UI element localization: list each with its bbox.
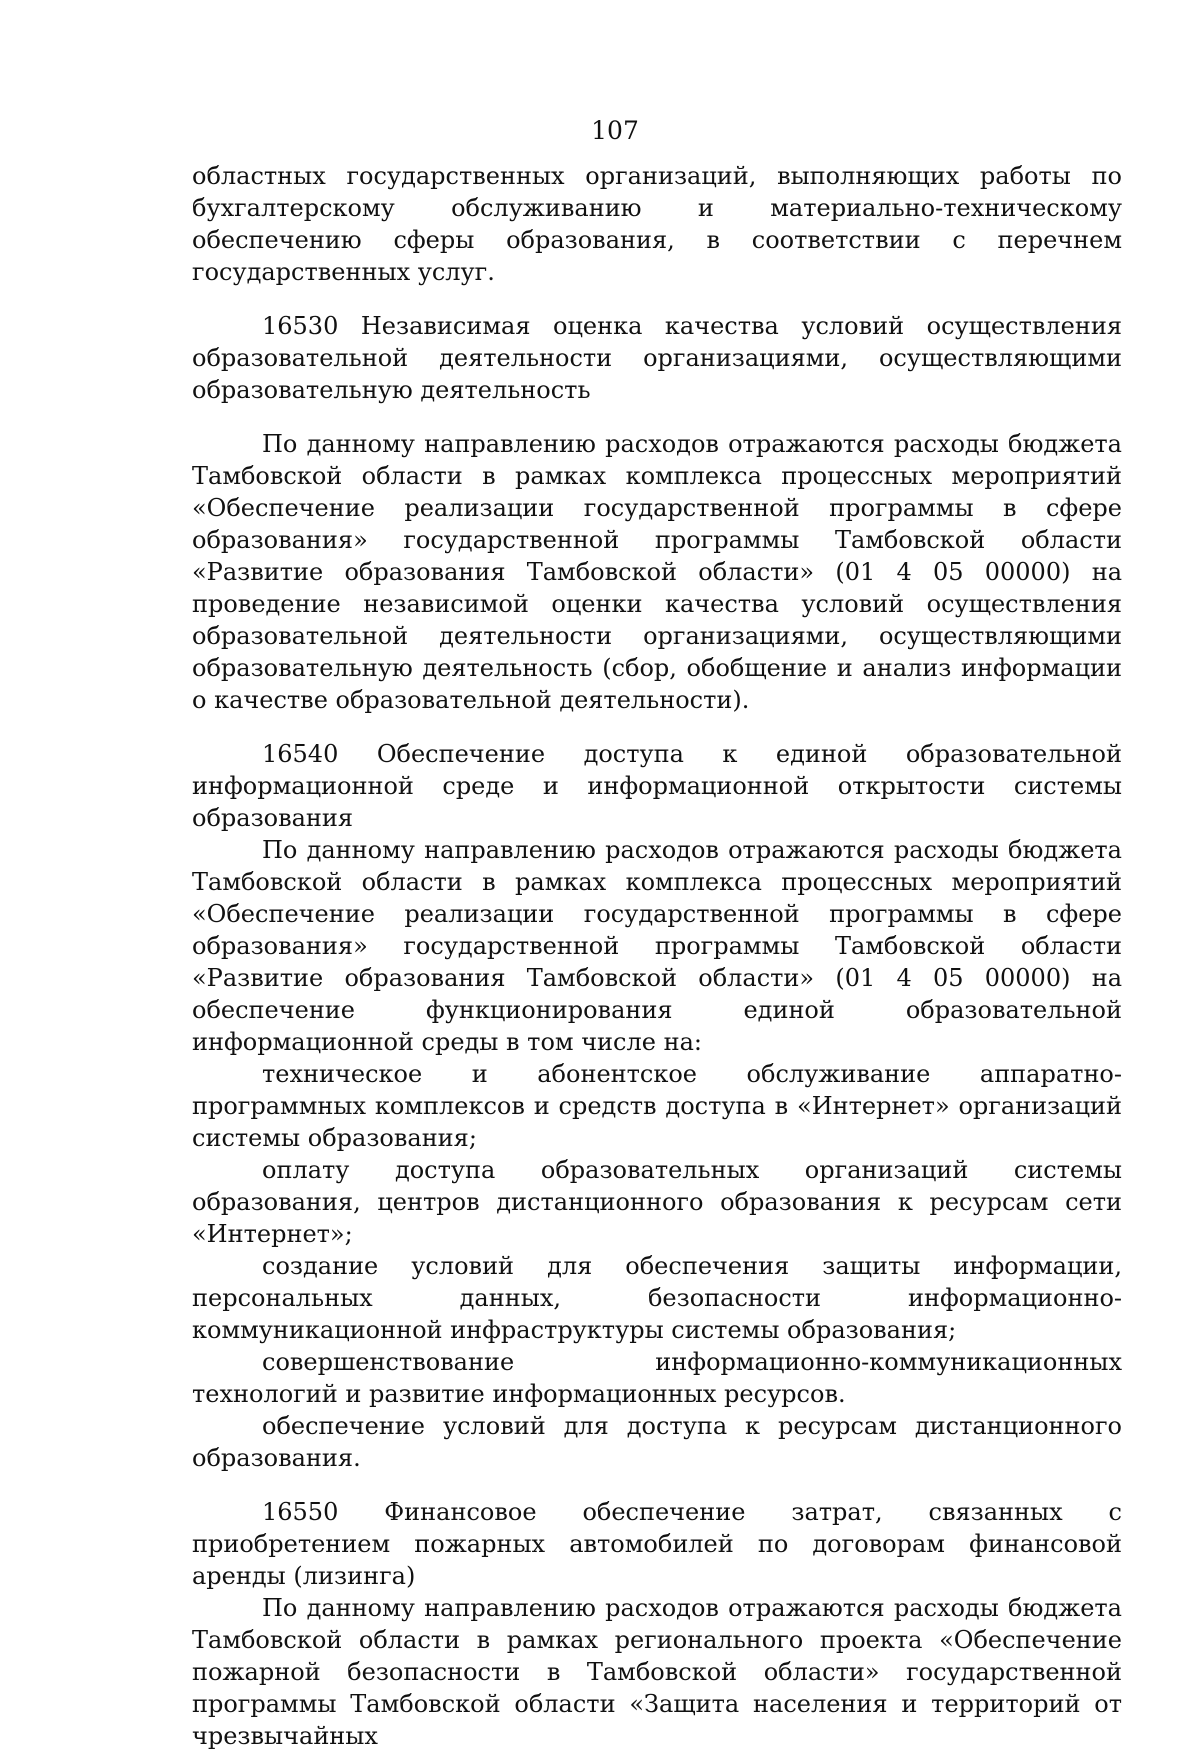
paragraph: создание условий для обеспечения защиты информации, персональных данных, безопасности информационно-коммуникационной инфраструктуры системы образования; bbox=[192, 1252, 1122, 1344]
paragraph: техническое и абонентское обслуживание аппаратно-программных комплексов и средств доступа в «Интернет» организаций системы образования; bbox=[192, 1060, 1122, 1152]
paragraph-spacer bbox=[192, 406, 1122, 428]
paragraph: 16530 Независимая оценка качества условий осуществления образовательной деятельности организациями, осуществляющими образовательную деятельность bbox=[192, 312, 1122, 404]
paragraph: оплату доступа образовательных организаций системы образования, центров дистанционного образования к ресурсам сети «Интернет»; bbox=[192, 1156, 1122, 1248]
paragraph: обеспечение условий для доступа к ресурсам дистанционного образования. bbox=[192, 1412, 1122, 1472]
paragraph: По данному направлению расходов отражаются расходы бюджета Тамбовской области в рамках комплекса процессных мероприятий «Обеспечение реализации государственной программы в сфере образования» государственной программы Тамбовской области «Развитие образования Тамбовской области» (01 4 05 00000) на проведение независимой оценки качества условий осуществления образовательной деятельности организациями, осуществляющими образовательную деятельность (сбор, обобщение и анализ информации о качестве образовательной деятельности). bbox=[192, 430, 1122, 714]
document-body bbox=[192, 160, 1122, 1752]
paragraph: совершенствование информационно-коммуникационных технологий и развитие информационных ресурсов. bbox=[192, 1348, 1122, 1408]
paragraph-spacer bbox=[192, 288, 1122, 310]
page-number: 107 bbox=[591, 116, 639, 145]
paragraph-spacer bbox=[192, 1474, 1122, 1496]
paragraph: областных государственных организаций, выполняющих работы по бухгалтерскому обслуживанию и материально-техническому обеспечению сферы образования, в соответствии с перечнем государственных услуг. bbox=[192, 162, 1122, 286]
paragraph: По данному направлению расходов отражаются расходы бюджета Тамбовской области в рамках комплекса процессных мероприятий «Обеспечение реализации государственной программы в сфере образования» государственной программы Тамбовской области «Развитие образования Тамбовской области» (01 4 05 00000) на обеспечение функционирования единой образовательной информационной среды в том числе на: bbox=[192, 836, 1122, 1056]
paragraph: 16550 Финансовое обеспечение затрат, связанных с приобретением пожарных автомобилей по договорам финансовой аренды (лизинга) bbox=[192, 1498, 1122, 1590]
paragraph: По данному направлению расходов отражаются расходы бюджета Тамбовской области в рамках регионального проекта «Обеспечение пожарной безопасности в Тамбовской области» государственной программы Тамбовской области «Защита населения и территорий от чрезвычайных bbox=[192, 1594, 1122, 1750]
paragraph: 16540 Обеспечение доступа к единой образовательной информационной среде и информационной открытости системы образования bbox=[192, 740, 1122, 832]
paragraph-spacer bbox=[192, 716, 1122, 738]
